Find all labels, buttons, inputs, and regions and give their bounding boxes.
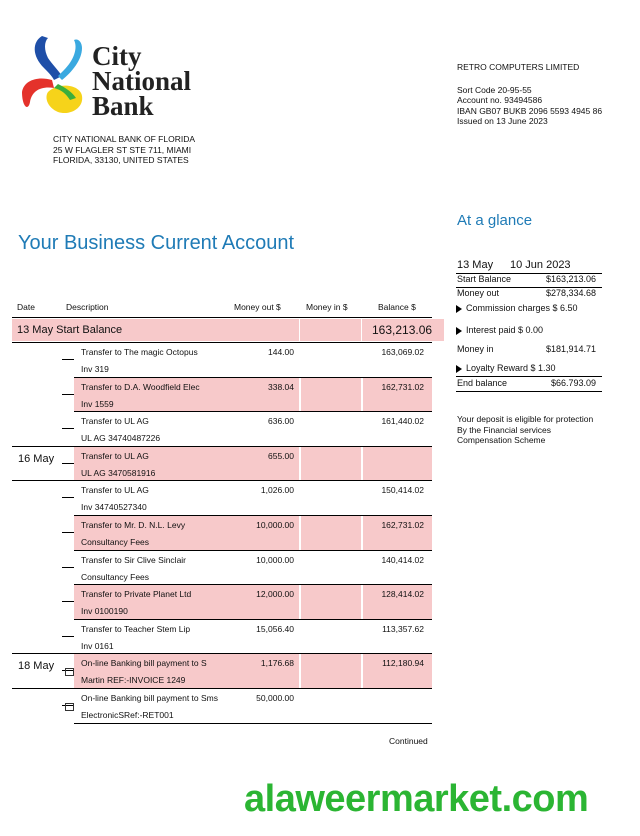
row-description-line2: Inv 319 [81,364,109,374]
row-marker-line [62,428,74,429]
bank-name-line2: National [92,66,192,96]
row-balance: 161,440.02 [381,416,424,427]
row-money-out: 10,000.00 [256,520,294,530]
glance-out-value: $278,334.68 [545,288,596,298]
row-money-out: 50,000.00 [256,693,294,703]
glance-out-label: Money out [457,288,500,298]
table-row [12,447,444,482]
checkbox-icon [65,703,74,711]
row-description-line1: Transfer to Mr. D. N.L. Levy [81,520,186,530]
expand-triangle-icon[interactable] [456,305,462,313]
statement-table [12,298,444,758]
group-rule [12,446,432,447]
row-marker-line [62,359,74,360]
customer-info [457,62,602,127]
glance-loyalty-text: Loyalty Reward $ 1.30 [466,363,556,373]
row-marker-line [62,394,74,395]
row-description-line2: Inv 0161 [81,640,114,651]
glance-period-start: 13 May [457,259,494,271]
col-header-balance: Balance $ [378,302,416,312]
glance-period-end: 10 Jun 2023 [510,259,571,271]
column-divider [361,319,362,341]
glance-start-label: Start Balance [457,274,512,284]
issued-date: Issued on 13 June 2023 [457,116,548,126]
glance-interest-text: Interest paid $ 0.00 [466,325,544,335]
row-description-line2: UL AG 34740487226 [81,433,161,444]
glance-start-balance [456,274,602,288]
header-rule [12,317,432,318]
glance-end-value: $66.793.09 [550,378,596,388]
row-description-line2: Inv 0100190 [81,606,128,617]
row-description-line1: Transfer to UL AG [81,416,149,427]
bank-address-line: 25 W FLAGLER ST STE 711, MIAMI [53,144,192,155]
expand-triangle-icon[interactable] [456,327,462,335]
row-marker-line [62,567,74,568]
row-description-line2: ElectronicSRef:-RET001 [81,710,174,720]
row-balance: 162,731.02 [381,520,424,530]
row-description-line1: Transfer to UL AG [81,450,149,461]
checkbox-icon [65,668,74,676]
glance-loyalty[interactable] [456,363,602,377]
row-description-line1: Transfer to D.A. Woodfield Elec [81,381,200,392]
row-balance: 128,414.02 [381,589,424,600]
glance-end-balance [456,378,602,392]
watermark: alaweermarket.com [244,778,589,820]
row-date: 18 May [18,660,55,673]
table-row [12,343,444,378]
account-number: Account no. 93494586 [457,95,543,105]
col-header-money-in: Money in $ [306,302,348,312]
row-description-line2: Martin REF:-INVOICE 1249 [81,675,186,686]
sort-code: Sort Code 20-95-55 [457,84,532,95]
row-marker-line [62,463,74,464]
row-description-line1: On-line Banking bill payment to S [81,658,207,669]
row-marker-line [62,636,74,637]
group-rule [12,653,432,654]
glance-end-label: End balance [457,378,508,388]
bank-logo [18,32,192,122]
expand-triangle-icon[interactable] [456,365,462,373]
glance-title: At a glance [457,212,533,229]
protection-line: Your deposit is eligible for protection [457,414,594,424]
row-money-out: 144.00 [268,347,294,357]
start-balance-label: 13 May Start Balance [17,324,123,336]
glance-money-in [456,344,602,357]
row-marker-line [62,497,74,498]
col-header-date: Date [17,302,35,312]
glance-in-label: Money in [457,344,494,354]
page-title: Your Business Current Account [18,232,295,254]
row-balance: 163,069.02 [381,347,424,357]
row-balance: 113,357.62 [382,623,424,634]
table-row [12,481,444,516]
glance-interest[interactable] [456,325,602,335]
row-money-out: 1,176.68 [260,658,294,669]
row-description-line2: UL AG 3470581916 [81,467,156,478]
row-description-line2: Consultancy Fees [81,537,150,547]
glance-in-value: $181,914.71 [545,344,596,354]
table-row [12,412,444,447]
column-divider [299,319,300,341]
protection-line: By the Financial services [457,424,552,435]
row-description-line1: Transfer to The magic Octopus [81,347,198,357]
protection-note [457,414,593,446]
row-marker-line [62,601,74,602]
row-description-line2: Consultancy Fees [81,571,150,582]
protection-line: Compensation Scheme [457,435,546,445]
row-description-line2: Inv 1559 [81,398,114,409]
row-date: 16 May [18,452,55,465]
glance-commission[interactable] [456,303,602,313]
row-money-out: 338.04 [268,381,294,392]
iban: IBAN GB07 BUKB 2096 5593 4945 86 [457,105,603,116]
glance-commission-text: Commission charges $ 6.50 [466,303,578,313]
table-row [12,551,444,586]
table-row [12,620,444,655]
row-balance: 162,731.02 [381,381,424,392]
logo-mark [18,32,90,120]
table-row [12,689,444,724]
customer-name: RETRO COMPUTERS LIMITED [457,62,580,72]
col-header-money-out: Money out $ [234,302,281,312]
table-row [12,378,444,413]
row-money-out: 12,000.00 [256,589,294,600]
row-balance: 150,414.02 [381,485,424,496]
row-money-out: 1,026.00 [260,485,294,496]
row-description-line1: Transfer to Teacher Stem Lip [81,623,191,634]
glance-period [456,259,602,274]
glance-start-value: $163,213.06 [545,274,596,284]
row-description-line1: Transfer to Private Planet Ltd [81,589,192,600]
row-balance: 140,414.02 [381,554,424,565]
row-money-out: 655.00 [268,450,294,461]
bank-address [53,134,195,166]
table-row [12,585,444,620]
row-rule [74,723,432,724]
row-description-line2: Inv 34740527340 [81,502,147,513]
bank-name-line1: City [92,41,142,71]
col-header-description: Description [66,302,109,312]
start-balance-row [12,319,444,341]
row-description-line1: Transfer to Sir Clive Sinclair [81,554,187,565]
table-row [12,516,444,551]
row-description-line1: Transfer to UL AG [81,485,149,496]
row-description-line1: On-line Banking bill payment to Sms [81,693,219,703]
row-marker-line [62,532,74,533]
table-row [12,654,444,689]
start-balance-value: 163,213.06 [372,323,433,337]
bank-name-line3: Bank [92,91,154,121]
row-money-out: 636.00 [268,416,294,427]
row-balance: 112,180.94 [382,658,424,669]
bank-address-line: FLORIDA, 33130, UNITED STATES [53,155,189,165]
bank-address-line: CITY NATIONAL BANK OF FLORIDA [53,134,196,144]
glance-money-out [456,288,602,301]
row-money-out: 15,056.40 [256,623,294,634]
continued-label: Continued [389,736,428,746]
row-money-out: 10,000.00 [256,554,294,565]
